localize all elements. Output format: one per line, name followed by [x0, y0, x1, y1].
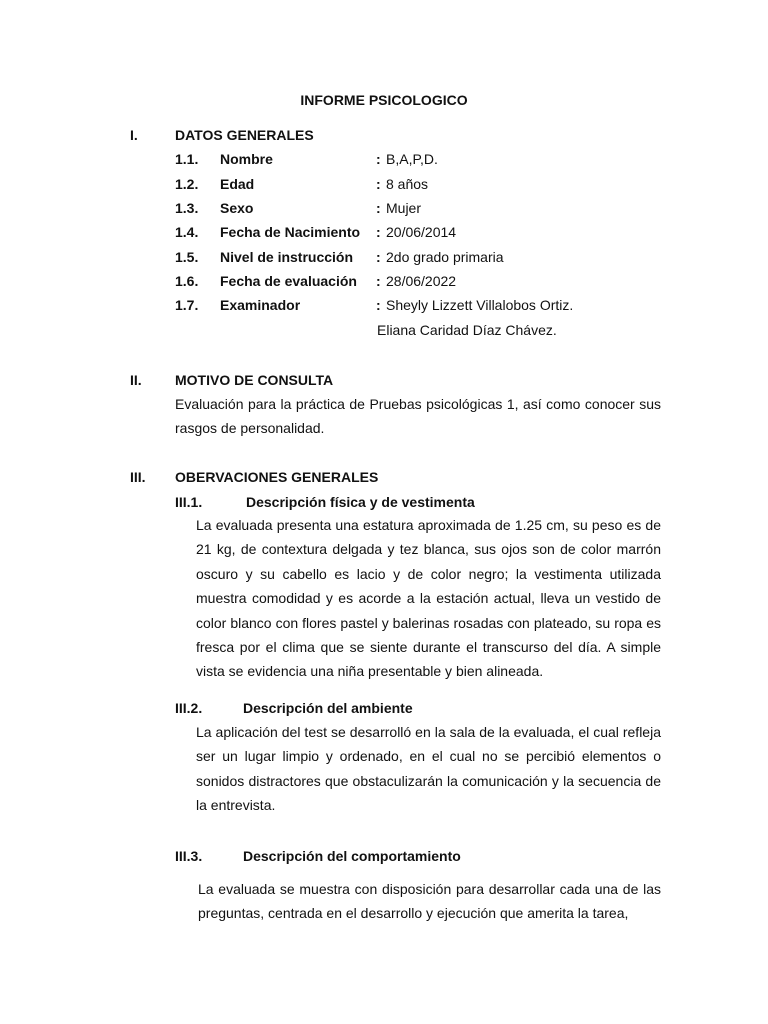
behavior-paragraph: La evaluada se muestra con disposición para desarrollar cada una de las preguntas, centrada en el desarrollo y ejecución que amerita la tarea, — [198, 881, 661, 922]
datos-colon: : — [376, 224, 381, 240]
datos-colon: : — [376, 176, 381, 192]
datos-number: 1.4. — [175, 224, 199, 240]
datos-colon: : — [376, 273, 381, 289]
datos-colon: : — [376, 249, 381, 265]
subsection-heading: Descripción del ambiente — [243, 700, 413, 716]
section-1-number: I. — [130, 127, 138, 143]
datos-colon: : — [376, 200, 381, 216]
environment-paragraph: La aplicación del test se desarrolló en la sala de la evaluada, el cual refleja ser un lugar limpio y ordenado, en el cual no se percibió elementos o sonidos distractores que obstaculizarán la comunicación y la secuencia de la entrevista. — [196, 724, 661, 814]
datos-label: Examinador — [220, 297, 301, 313]
datos-label: Sexo — [220, 200, 254, 216]
document-title: INFORME PSICOLOGICO — [300, 92, 468, 108]
datos-value: B,A,P,D. — [386, 151, 438, 167]
datos-label: Edad — [220, 176, 255, 192]
subsection-number: III.2. — [175, 700, 203, 716]
subsection-number: III.1. — [175, 494, 203, 510]
datos-number: 1.5. — [175, 249, 199, 265]
datos-value: 20/06/2014 — [386, 224, 457, 240]
datos-label: Fecha de evaluación — [220, 273, 357, 289]
section-3-number: III. — [130, 469, 146, 485]
datos-number: 1.7. — [175, 297, 199, 313]
subsection-heading: Descripción del comportamiento — [243, 848, 461, 864]
examinador-second-name: Eliana Caridad Díaz Chávez. — [377, 322, 557, 338]
datos-value: Sheyly Lizzett Villalobos Ortiz. — [386, 297, 574, 313]
datos-value: 28/06/2022 — [386, 273, 457, 289]
datos-label: Nombre — [220, 151, 273, 167]
datos-value: 2do grado primaria — [386, 249, 504, 265]
subsection-number: III.3. — [175, 848, 203, 864]
datos-colon: : — [376, 297, 381, 313]
datos-colon: : — [376, 151, 381, 167]
datos-value: 8 años — [386, 176, 429, 192]
datos-label: Nivel de instrucción — [220, 249, 354, 265]
section-2-heading: MOTIVO DE CONSULTA — [175, 372, 334, 388]
motivo-paragraph: Evaluación para la práctica de Pruebas psicológicas 1, así como conocer sus rasgos de personalidad. — [175, 396, 661, 437]
section-3-heading: OBERVACIONES GENERALES — [175, 469, 379, 485]
datos-number: 1.1. — [175, 151, 199, 167]
section-1-heading: DATOS GENERALES — [175, 127, 314, 143]
section-2-number: II. — [130, 372, 142, 388]
datos-value: Mujer — [386, 200, 422, 216]
datos-number: 1.6. — [175, 273, 199, 289]
datos-number: 1.3. — [175, 200, 199, 216]
physical-description-paragraph: La evaluada presenta una estatura aproximada de 1.25 cm, su peso es de 21 kg, de contextura delgada y tez blanca, sus ojos son de color marrón oscuro y su cabello es lacio y de color negro; la vestimenta utilizada muestra comodidad y es acorde a la estación actual, lleva un vestido de color blanco con flores pastel y balerinas rosadas con plateado, su ropa es fresca por el clima que se siente durante el transcurso del día. A simple vista se evidencia una niña presentable y bien alineada. — [196, 517, 661, 680]
datos-label: Fecha de Nacimiento — [220, 224, 361, 240]
subsection-heading: Descripción física y de vestimenta — [246, 494, 475, 510]
datos-number: 1.2. — [175, 176, 199, 192]
